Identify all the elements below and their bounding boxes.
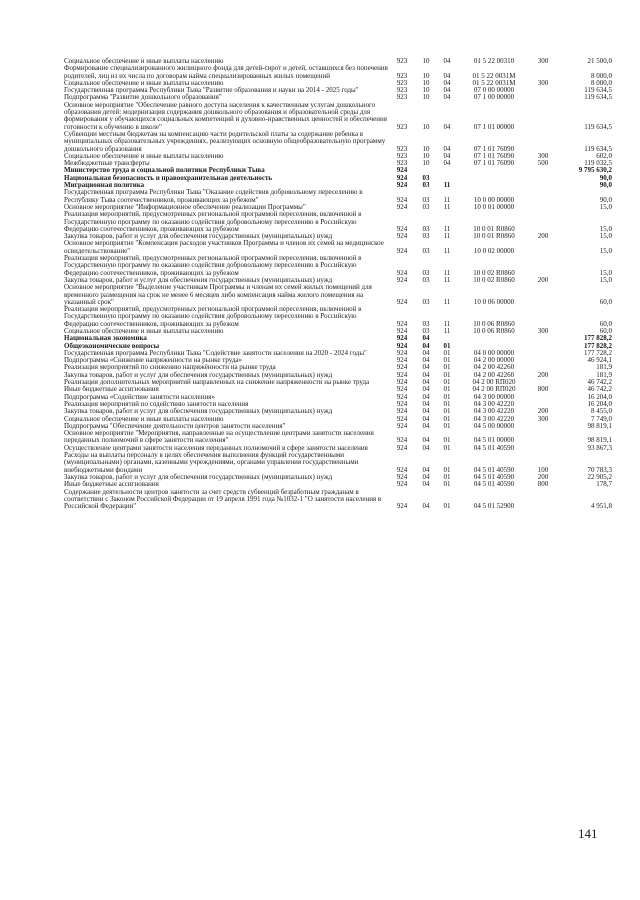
- row-amount: 181,9: [596, 370, 612, 379]
- row-expense-type: 300: [537, 57, 549, 65]
- row-razdel: 04: [422, 407, 430, 416]
- row-amount: 90,0: [599, 173, 612, 182]
- row-podrazdel: 01: [443, 421, 451, 430]
- row-razdel: 04: [422, 341, 430, 350]
- row-name: Реализация дополнительных мероприятий направленных на снижение напряженности на рынке труда: [64, 378, 370, 387]
- row-razdel: 03: [422, 202, 430, 211]
- row-podrazdel: 01: [443, 392, 451, 401]
- row-podrazdel: 11: [443, 268, 451, 277]
- row-podrazdel: 04: [443, 159, 451, 168]
- row-expense-type: [530, 211, 556, 233]
- row-amount: 90,0: [599, 181, 612, 190]
- row-ved: 924: [396, 181, 408, 190]
- row-target-article: 10 0 02 R0860: [473, 275, 515, 284]
- row-razdel: 03: [422, 297, 430, 306]
- row-amount: 46 742,2: [587, 378, 612, 387]
- row-amount: 60,0: [599, 326, 612, 335]
- row-expense-type: [530, 445, 556, 452]
- table-row: [64, 489, 612, 511]
- row-expense-type: [530, 306, 556, 328]
- row-razdel: 04: [422, 436, 430, 445]
- row-razdel: 04: [422, 399, 430, 408]
- row-podrazdel: 11: [443, 202, 451, 211]
- row-expense-type: 200: [537, 407, 549, 416]
- row-ved: 924: [396, 319, 408, 328]
- row-name: Подпрограмма "Развитие дошкольного образования": [64, 93, 222, 102]
- row-amount: 8 455,0: [591, 407, 612, 416]
- row-razdel: 03: [422, 195, 430, 204]
- row-ved: 924: [396, 275, 408, 284]
- row-podrazdel: 04: [443, 122, 451, 131]
- row-expense-type: 300: [537, 326, 549, 335]
- document-page: [64, 58, 612, 510]
- row-name: Основное мероприятие "Мероприятия, направленные на осуществление центрами занятости населения переданных полномочий в сфере занятости населения": [64, 429, 374, 445]
- row-ved: 924: [396, 465, 408, 474]
- row-podrazdel: 04: [443, 78, 451, 87]
- row-name: Основное мероприятие "Обеспечение равного доступа населения к качественным услугам дошкольного образования детей: модернизация содержания дошкольного образования и образовательной среды для формирования у обучающихся социальных компетенций и духовно-нравственных ценностей и обеспечения готовности к обучению в школе": [64, 100, 387, 131]
- row-amount: 15,0: [599, 232, 612, 241]
- row-ved: 924: [396, 407, 408, 416]
- row-name: Закупка товаров, работ и услуг для обеспечения государственных (муниципальных) нужд: [64, 370, 333, 379]
- row-ved: 924: [396, 436, 408, 445]
- row-name: Формирование специализированного жилищного фонда для детей-сирот и детей, оставшихся без попечения родителей, лиц из их числа по договорам найма специализированных жилых помещений: [64, 64, 388, 80]
- row-ved: 924: [396, 334, 408, 343]
- row-amount: 70 783,3: [587, 465, 612, 474]
- table-row: [64, 175, 612, 182]
- row-razdel: 03: [422, 181, 430, 190]
- row-razdel: 04: [422, 363, 430, 372]
- row-ved: 924: [396, 348, 408, 357]
- row-amount: 8 000,0: [591, 78, 612, 87]
- row-expense-type: [530, 394, 556, 401]
- row-target-article: 04 5 01 00000: [473, 436, 515, 445]
- row-name: Подпрограмма «Содействие занятости населения»: [64, 392, 215, 401]
- row-razdel: 04: [422, 334, 430, 343]
- row-name: Закупка товаров, работ и услуг для обеспечения государственных (муниципальных) нужд: [64, 472, 333, 481]
- row-podrazdel: 01: [443, 363, 451, 372]
- row-target-article: 04 2 00 42260: [473, 363, 515, 372]
- row-expense-type: 500: [537, 159, 549, 168]
- row-podrazdel: 01: [443, 472, 451, 481]
- row-target-article: 07 1 01 76090: [473, 159, 515, 168]
- row-podrazdel: 11: [443, 181, 451, 190]
- row-ved: 923: [396, 151, 408, 160]
- row-name: Социальное обеспечение и иные выплаты населению: [64, 151, 224, 160]
- row-razdel: 03: [422, 275, 430, 284]
- row-ved: 924: [396, 246, 408, 255]
- row-amount: 7 749,0: [591, 414, 612, 423]
- row-podrazdel: 01: [443, 407, 451, 416]
- row-razdel: 04: [422, 356, 430, 365]
- table-row: [64, 189, 612, 204]
- row-name: Закупка товаров, работ и услуг для обеспечения государственных (муниципальных) нужд: [64, 407, 333, 416]
- row-target-article: 10 0 00 00000: [473, 195, 515, 204]
- row-amount: 15,0: [599, 246, 612, 255]
- row-expense-type: 300: [537, 151, 549, 160]
- row-expense-type: 200: [537, 232, 549, 241]
- row-target-article: 04 0 00 00000: [473, 348, 515, 357]
- row-target-article: 10 0 02 00000: [473, 246, 515, 255]
- row-expense-type: [530, 284, 556, 306]
- row-podrazdel: 04: [443, 57, 451, 65]
- row-name: Иные бюджетные ассигнования: [64, 385, 159, 394]
- row-amount: 15,0: [599, 224, 612, 233]
- row-razdel: 04: [422, 421, 430, 430]
- row-amount: 9 795 630,2: [578, 166, 612, 175]
- row-podrazdel: 11: [443, 232, 451, 241]
- row-podrazdel: 01: [443, 443, 451, 452]
- row-target-article: 10 0 01 00000: [473, 202, 515, 211]
- row-ved: 924: [396, 232, 408, 241]
- row-expense-type: 800: [537, 480, 549, 489]
- row-name: Иные бюджетные ассигнования: [64, 480, 159, 489]
- row-razdel: 10: [422, 78, 430, 87]
- row-ved: 923: [396, 71, 408, 80]
- row-expense-type: 200: [537, 275, 549, 284]
- row-expense-type: [530, 240, 556, 255]
- row-amount: 119 634,5: [584, 86, 612, 95]
- row-razdel: 10: [422, 57, 430, 65]
- row-ved: 924: [396, 166, 408, 175]
- row-podrazdel: 04: [443, 71, 451, 80]
- row-name: Субвенции местным бюджетам на компенсацию части родительской платы за содержание ребенка в муниципальных образовательных учреждениях, реализующих основную общеобразовательную программу дошкольного образования: [64, 129, 386, 153]
- row-ved: 923: [396, 93, 408, 102]
- row-amount: 16 204,0: [587, 392, 612, 401]
- row-expense-type: 200: [537, 370, 549, 379]
- row-podrazdel: 01: [443, 370, 451, 379]
- row-amount: 4 951,8: [591, 502, 612, 511]
- row-name: Осуществление центрами занятости населения переданных полномочий в сфере занятости населения: [64, 443, 368, 452]
- row-expense-type: [530, 423, 556, 430]
- row-expense-type: [530, 87, 556, 94]
- row-target-article: 04 5 00 00000: [473, 421, 515, 430]
- row-name: Национальная безопасность и правоохранительная деятельность: [64, 173, 273, 182]
- row-ved: 924: [396, 480, 408, 489]
- row-name: Расходы на выплаты персоналу в целях обеспечения выполнения функций государственными (муниципальными) органами, казенными учреждениями, органами управления государственными внебюджетными фондами: [64, 451, 359, 474]
- row-podrazdel: 11: [443, 326, 451, 335]
- row-amount: 119 634,5: [584, 122, 612, 131]
- budget-table-body: [64, 58, 612, 510]
- row-ved: 923: [396, 159, 408, 168]
- row-ved: 924: [396, 378, 408, 387]
- row-target-article: 01 5 22 0031М: [472, 78, 516, 87]
- row-ved: 924: [396, 472, 408, 481]
- row-expense-type: [530, 167, 556, 174]
- row-target-article: 01 5 22 0031М: [472, 71, 516, 80]
- row-razdel: 03: [422, 224, 430, 233]
- row-razdel: 10: [422, 151, 430, 160]
- row-podrazdel: 11: [443, 224, 451, 233]
- row-name: Закупка товаров, работ и услуг для обеспечения государственных (муниципальных) нужд: [64, 232, 333, 241]
- row-name: Социальное обеспечение и иные выплаты населению: [64, 57, 224, 65]
- row-razdel: 04: [422, 378, 430, 387]
- row-razdel: 04: [422, 348, 430, 357]
- row-expense-type: [530, 343, 556, 350]
- row-razdel: 04: [422, 443, 430, 452]
- row-razdel: 04: [422, 392, 430, 401]
- row-razdel: 03: [422, 246, 430, 255]
- row-podrazdel: 01: [443, 356, 451, 365]
- row-expense-type: [530, 255, 556, 277]
- row-ved: 924: [396, 421, 408, 430]
- row-amount: 60,0: [599, 297, 612, 306]
- row-podrazdel: 01: [443, 436, 451, 445]
- row-name: Реализация мероприятий, предусмотренных региональной программой переселения, включенной в Государственную программу по оказанию содействия добровольному переселению в Российскую Федерацию соотечественников, проживающих за рубежом: [64, 210, 362, 233]
- row-expense-type: [530, 430, 556, 445]
- row-target-article: 04 2 00 RП020: [472, 385, 516, 394]
- row-expense-type: 200: [537, 472, 549, 481]
- row-name: Государственная программа Республики Тыва "Развитие образования и науки на 2014 - 2025 годы": [64, 86, 359, 95]
- row-amount: 178,7: [596, 480, 612, 489]
- row-name: Реализация мероприятий, предусмотренных региональной программой переселения, включенной в Государственную программу по оказанию содействия добровольному переселению в Российскую Федерацию соотечественников, проживающих за рубежом: [64, 305, 362, 328]
- row-target-article: [458, 335, 530, 342]
- row-ved: 924: [396, 268, 408, 277]
- row-amount: 119 634,5: [584, 93, 612, 102]
- row-amount: 119 032,5: [584, 159, 612, 168]
- row-ved: 924: [396, 297, 408, 306]
- row-name: Национальная экономика: [64, 334, 147, 343]
- row-razdel: 03: [422, 268, 430, 277]
- row-name: Реализация мероприятий по снижению напряжённости на рынке труда: [64, 363, 276, 372]
- table-row: [64, 284, 612, 306]
- table-row: [64, 131, 612, 153]
- row-razdel: 04: [422, 480, 430, 489]
- row-podrazdel: 04: [443, 144, 451, 153]
- row-razdel: 10: [422, 71, 430, 80]
- row-razdel: 04: [422, 385, 430, 394]
- row-target-article: 07 1 00 00000: [473, 93, 515, 102]
- row-expense-type: 800: [537, 385, 549, 394]
- row-target-article: 10 0 02 R0860: [473, 268, 515, 277]
- row-ved: 923: [396, 78, 408, 87]
- row-target-article: 07 1 01 76090: [473, 151, 515, 160]
- row-ved: 924: [396, 392, 408, 401]
- row-amount: 8 000,0: [591, 71, 612, 80]
- row-target-article: 01 5 22 00310: [473, 57, 515, 65]
- table-row: [64, 65, 612, 80]
- row-razdel: 10: [422, 144, 430, 153]
- row-target-article: 04 3 00 42220: [473, 399, 515, 408]
- row-target-article: 04 5 01 40590: [473, 443, 515, 452]
- row-ved: 924: [396, 195, 408, 204]
- row-target-article: 04 3 00 42220: [473, 414, 515, 423]
- row-ved: 924: [396, 326, 408, 335]
- row-expense-type: [530, 189, 556, 204]
- row-target-article: 07 0 00 00000: [473, 86, 515, 95]
- row-target-article: 04 3 00 42220: [473, 407, 515, 416]
- row-razdel: 03: [422, 319, 430, 328]
- table-row: [64, 102, 612, 131]
- row-podrazdel: 11: [443, 275, 451, 284]
- row-amount: 60,0: [599, 319, 612, 328]
- row-amount: 181,9: [596, 363, 612, 372]
- row-expense-type: [530, 489, 556, 511]
- row-amount: 93 867,3: [587, 443, 612, 452]
- row-expense-type: [530, 350, 556, 357]
- row-ved: 924: [396, 363, 408, 372]
- row-amount: 16 204,0: [587, 399, 612, 408]
- row-ved: 923: [396, 122, 408, 131]
- table-row: [64, 452, 612, 474]
- row-podrazdel: 01: [443, 480, 451, 489]
- row-expense-type: 300: [537, 78, 549, 87]
- row-podrazdel: 11: [443, 246, 451, 255]
- row-ved: 924: [396, 173, 408, 182]
- page-number: 141: [578, 826, 598, 841]
- row-ved: 924: [396, 224, 408, 233]
- row-podrazdel: 11: [443, 297, 451, 306]
- row-target-article: 07 1 01 76090: [473, 144, 515, 153]
- row-target-article: 04 5 01 40590: [473, 472, 515, 481]
- row-name: Социальное обеспечение и иные выплаты населению: [64, 414, 224, 423]
- row-amount: 46 924,1: [587, 356, 612, 365]
- row-ved: 924: [396, 502, 408, 511]
- row-ved: 924: [396, 385, 408, 394]
- row-razdel: 04: [422, 465, 430, 474]
- row-name: Государственная программа Республики Тыва "Содействие занятости населения на 2020 - 2024 годы": [64, 348, 367, 357]
- row-podrazdel: 01: [443, 399, 451, 408]
- row-ved: 924: [396, 414, 408, 423]
- row-amount: 46 742,2: [587, 385, 612, 394]
- row-podrazdel: 11: [443, 195, 451, 204]
- row-name: Основное мероприятие "Выделение участникам Программы и членам их семей жилых помещений для временного размещения на срок не менее 6 месяцев либо компенсация найма жилого помещения на указанный срок": [64, 283, 372, 306]
- row-ved: 923: [396, 144, 408, 153]
- row-name: Основное мероприятие "Информационное обеспечение реализации Программы": [64, 202, 306, 211]
- row-name: Миграционная политика: [64, 181, 145, 190]
- row-podrazdel: 01: [443, 341, 451, 350]
- row-expense-type: 300: [537, 414, 549, 423]
- row-ved: 924: [396, 341, 408, 350]
- table-row: [64, 240, 612, 255]
- row-amount: 98 819,1: [587, 436, 612, 445]
- row-podrazdel: 04: [443, 93, 451, 102]
- row-name: Социальное обеспечение и иные выплаты населению: [64, 326, 224, 335]
- row-amount: 15,0: [599, 202, 612, 211]
- row-target-article: 07 1 01 00000: [473, 122, 515, 131]
- row-podrazdel: 04: [443, 86, 451, 95]
- row-target-article: 10 0 06 R0860: [473, 326, 515, 335]
- row-name: Основное мероприятие "Компенсация расходов участников Программы и членов их семей на медицинское освидетельствование": [64, 239, 384, 255]
- row-razdel: 04: [422, 502, 430, 511]
- row-name: Подпрограмма "Обеспечение деятельности центров занятости населения": [64, 421, 286, 430]
- row-target-article: 10 0 01 R0860: [473, 232, 515, 241]
- row-expense-type: [530, 175, 556, 182]
- row-amount: 119 634,5: [584, 144, 612, 153]
- row-ved: 924: [396, 370, 408, 379]
- row-expense-type: [530, 335, 556, 342]
- row-amount: 90,0: [599, 195, 612, 204]
- row-razdel: 10: [422, 93, 430, 102]
- row-amount: 15,0: [599, 268, 612, 277]
- row-amount: 98 819,1: [587, 421, 612, 430]
- row-target-article: 10 0 06 00000: [473, 297, 515, 306]
- row-podrazdel: 01: [443, 414, 451, 423]
- row-podrazdel: 11: [443, 319, 451, 328]
- row-target-article: 10 0 06 R0860: [473, 319, 515, 328]
- row-target-article: 04 2 00 RП020: [472, 378, 516, 387]
- row-target-article: 04 3 00 00000: [473, 392, 515, 401]
- row-ved: 923: [396, 86, 408, 95]
- row-razdel: 04: [422, 370, 430, 379]
- budget-table: [64, 58, 612, 510]
- row-ved: 924: [396, 202, 408, 211]
- row-target-article: 04 2 00 00000: [473, 356, 515, 365]
- row-amount: 177 728,2: [584, 348, 612, 357]
- row-target-article: [458, 175, 530, 182]
- row-expense-type: 100: [537, 465, 549, 474]
- row-target-article: 04 5 01 40590: [473, 480, 515, 489]
- row-target-article: 04 2 00 42260: [473, 370, 515, 379]
- row-expense-type: [530, 357, 556, 364]
- row-podrazdel: 01: [443, 348, 451, 357]
- row-amount: 177 828,2: [584, 341, 612, 350]
- row-podrazdel: 01: [443, 385, 451, 394]
- row-podrazdel: 01: [443, 502, 451, 511]
- row-razdel: 10: [422, 159, 430, 168]
- row-podrazdel: [436, 167, 458, 174]
- row-target-article: 10 0 01 R0860: [473, 224, 515, 233]
- row-target-article: [458, 182, 530, 189]
- row-razdel: 03: [422, 173, 430, 182]
- row-expense-type: [530, 65, 556, 80]
- row-amount: 22 905,2: [587, 472, 612, 481]
- row-podrazdel: 01: [443, 465, 451, 474]
- row-ved: 923: [396, 57, 408, 65]
- table-row: [64, 211, 612, 233]
- row-razdel: 04: [422, 414, 430, 423]
- row-name: Содержание деятельности центров занятости за счет средств субвенций безработным гражданам в соответствии с Законом Российской Федерации от 19 апреля 1991 года №1032-1 "О занятости населения в Российской Федерации": [64, 487, 382, 511]
- row-name: Общеэкономические вопросы: [64, 341, 160, 350]
- row-expense-type: [530, 131, 556, 153]
- row-name: Реализация мероприятий по содействию занятости населения: [64, 399, 249, 408]
- row-target-article: 04 5 01 40590: [473, 465, 515, 474]
- row-amount: 177 828,2: [584, 334, 612, 343]
- row-name: Государственная программа Республики Тыва "Оказание содействия добровольному переселению в Республику Тыва соотечественников, проживающих за рубежом": [64, 188, 363, 204]
- row-razdel: 10: [422, 86, 430, 95]
- row-razdel: 03: [422, 326, 430, 335]
- row-name: Закупка товаров, работ и услуг для обеспечения государственных (муниципальных) нужд: [64, 275, 333, 284]
- row-ved: 924: [396, 443, 408, 452]
- row-razdel: 10: [422, 122, 430, 131]
- row-target-article: 04 5 01 52900: [473, 502, 515, 511]
- row-expense-type: [530, 204, 556, 211]
- row-expense-type: [530, 94, 556, 101]
- row-ved: 924: [396, 356, 408, 365]
- row-podrazdel: 01: [443, 378, 451, 387]
- row-ved: 924: [396, 399, 408, 408]
- row-podrazdel: 04: [443, 151, 451, 160]
- row-target-article: [458, 167, 530, 174]
- row-amount: 21 500,0: [587, 57, 612, 65]
- row-amount: 602,0: [596, 151, 612, 160]
- row-name: Министерство труда и социальной политики Республики Тыва: [64, 166, 265, 175]
- row-razdel: 04: [422, 472, 430, 481]
- row-name: Социальное обеспечение и иные выплаты населению: [64, 78, 224, 87]
- table-row: [64, 430, 612, 445]
- row-amount: 15,0: [599, 275, 612, 284]
- row-expense-type: [530, 182, 556, 189]
- row-name: Подпрограмма «Снижение напряженности на рынке труда»: [64, 356, 242, 365]
- row-name: Межбюджетные трансферты: [64, 159, 150, 168]
- row-expense-type: [530, 102, 556, 131]
- table-row: [64, 255, 612, 277]
- row-name: Реализация мероприятий, предусмотренных региональной программой переселения, включенной в Государственную программу по оказанию содействия добровольному переселению в Российскую Федерацию соотечественников, проживающих за рубежом: [64, 254, 362, 277]
- table-row: [64, 306, 612, 328]
- row-razdel: 03: [422, 232, 430, 241]
